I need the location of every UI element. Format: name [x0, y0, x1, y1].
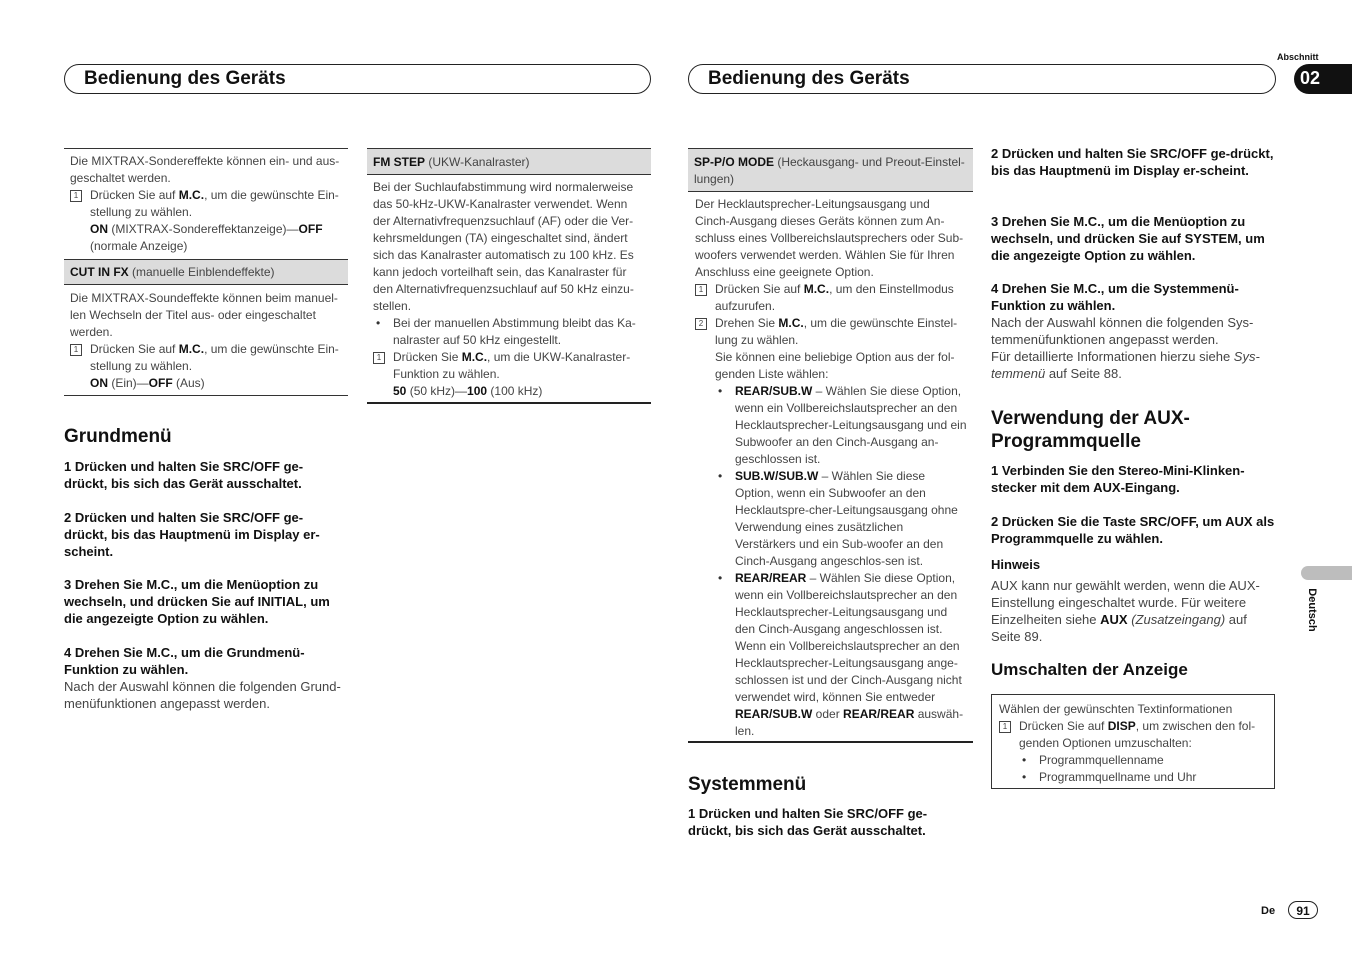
grundmenu-step-3: 3 Drehen Sie M.C., um die Menüoption zu wechseln, und drücken Sie auf INITIAL, um die angezeigte Option zu wählen.	[64, 577, 330, 626]
step-number-icon: 2	[695, 318, 707, 330]
sp-po-mode-header: SP-P/O MODE (Heckausgang- und Preout-Einstel-lungen)	[688, 148, 973, 192]
page-number: 91	[1296, 904, 1310, 918]
systemmenu-step-1: 1 Drücken und halten Sie SRC/OFF ge-drückt, bis sich das Gerät ausschaltet.	[688, 806, 928, 838]
table-step: 1 Drücken Sie M.C., um die UKW-Kanalraster-Funktion zu wählen. 50 (50 kHz)—100 (100 kHz)	[373, 349, 645, 400]
option-bullet-subw-subw: • SUB.W/SUB.W – Wählen Sie diese Option, wenn ein Subwoofer an den Hecklautspre-cher-Leitungsausgang ohne Verwendung eines zusätzlichen Verstärkers und ein Sub-woofer an den Cinch-Ausgang angeschlos-sen ist.	[715, 468, 967, 570]
table-step-2: 2 Drehen Sie M.C., um die gewünschte Einstel-lung zu wählen. Sie können eine beliebige Option aus der fol-genden Liste wählen: • REAR/SUB.W – Wählen Sie diese Option, wenn ein Vollbereichslautsprecher an den Hecklautsprecher-Leitungsausgang und ein Subwoofer an den Cinch-Ausgang an-geschlossen ist. • SUB.W/SUB.W – Wählen Sie diese Option, wenn ein Subwoofer an den Hecklautspre-cher-Leitungsausgang ohne Verwendung eines zusätzlichen Verstärkers und ein Sub-woofer an den Cinch-Ausgang angeschlos-sen ist. • REAR/REAR – Wählen Sie diese Option, wenn ein Vollbereichslautsprecher an den Hecklautsprecher-Leitungsausgang und den Cinch-Ausgang angeschlossen ist. Wenn ein Vollbereichslautsprecher an den Hecklautsprecher-Leitungsausgang ange-schlossen ist und der Cinch-Ausgang nicht verwendet wird, können Sie entweder REAR/SUB.W oder REAR/REAR auswäh-len.	[695, 315, 967, 740]
grundmenu-step-2: 2 Drücken und halten Sie SRC/OFF ge-drückt, bis das Hauptmenü im Display er-scheint.	[64, 510, 320, 559]
display-option: • Programmquellenname	[1019, 752, 1267, 769]
table-step-1: 1 Drücken Sie auf M.C., um den Einstellmodus aufzurufen.	[695, 281, 967, 315]
umschalten-table	[999, 701, 1267, 786]
table-text: Die MIXTRAX-Sondereffekte können ein- und aus-geschaltet werden.	[70, 154, 340, 185]
systemmenu-step-2: 2 Drücken und halten Sie SRC/OFF ge-drückt, bis das Hauptmenü im Display er-scheint.	[991, 146, 1274, 178]
table-text: Der Hecklautsprecher-Leitungsausgang und Cinch-Ausgang dieses Geräts können zum An-schluss eines Vollbereichslautsprechers oder Sub-woofers verwendet werden. Wählen Sie für Ihren Anschluss eine geeignete Option.	[695, 197, 964, 279]
aux-step-2: 2 Drücken Sie die Taste SRC/OFF, um AUX als Programmquelle zu wählen.	[991, 514, 1275, 546]
aux-step-1: 1 Verbinden Sie den Stereo-Mini-Klinken-stecker mit dem AUX-Eingang.	[991, 463, 1245, 495]
table-text: Bei der Suchlaufabstimmung wird normalerweise das 50-kHz-UKW-Kanalraster verwendet. Wenn der Alternativfrequenzsuchlauf (AF) oder die Ver-kehrsmeldungen (TA) eingeschaltet sind, ändert sich das Kanalraster automatisch zu 100 kHz. Es kann jedoch vorteilhaft sein, das Kanalraster für den Alternativfrequenzsuchlauf auf 50 kHz einzu-stellen.	[373, 180, 634, 313]
grundmenu-step-1: 1 Drücken und halten Sie SRC/OFF ge-drückt, bis sich das Gerät ausschaltet.	[64, 459, 304, 491]
cut-in-fx-header: CUT IN FX (manuelle Einblendeffekte)	[64, 259, 348, 285]
footer-language: De	[1261, 905, 1276, 917]
option-bullet-rear-rear: • REAR/REAR – Wählen Sie diese Option, wenn ein Vollbereichslautsprecher an den Hecklautsprecher-Leitungsausgang und den Cinch-Ausgang angeschlossen ist. Wenn ein Vollbereichslautsprecher an den Hecklautsprecher-Leitungsausgang ange-schlossen ist und der Cinch-Ausgang nicht verwendet wird, können Sie entweder REAR/SUB.W oder REAR/REAR auswäh-len.	[715, 570, 967, 740]
display-option: • Programmquellname und Uhr	[1019, 769, 1267, 786]
step-number-icon: 1	[70, 344, 82, 356]
aux-title: Verwendung der AUX-Programmquelle	[991, 408, 1190, 452]
left-header-bar	[64, 64, 651, 94]
hinweis-body: AUX kann nur gewählt werden, wenn die AUX-Einstellung eingeschaltet wurde. Für weitere Einzelheiten siehe AUX (Zusatzeingang) auf Seite 89.	[991, 578, 1260, 644]
language-tab-label: Deutsch	[1306, 588, 1318, 632]
table-step: 1 Drücken Sie auf M.C., um die gewünschte Ein-stellung zu wählen. ON (MIXTRAX-Sondereffektanzeige)—OFF (normale Anzeige)	[70, 187, 342, 255]
section-label: Abschnitt	[1277, 52, 1319, 62]
option-bullet-rear-subw: • REAR/SUB.W – Wählen Sie diese Option, wenn ein Vollbereichslautsprecher an den Hecklautsprecher-Leitungsausgang und ein Subwoofer an den Cinch-Ausgang an-geschlossen ist.	[715, 383, 967, 468]
table-bullet: • Bei der manuellen Abstimmung bleibt das Ka-nalraster auf 50 kHz eingestellt.	[373, 315, 645, 349]
table-step: 1 Drücken Sie auf DISP, um zwischen den fol-genden Optionen umzuschalten: • Programmquellenname • Programmquellname und Uhr	[999, 718, 1267, 786]
table1-top-rule	[64, 148, 348, 149]
mixtrax-table	[70, 153, 342, 255]
step-number-icon: 1	[695, 284, 707, 296]
umschalten-box	[991, 694, 1275, 789]
table3-bottom-rule	[688, 741, 973, 743]
sp-po-mode-table	[695, 196, 967, 740]
fm-step-header: FM STEP (UKW-Kanalraster)	[367, 148, 651, 175]
grundmenu-title: Grundmenü	[64, 426, 172, 447]
language-tab	[1301, 566, 1352, 580]
table-text: Die MIXTRAX-Soundeffekte können beim manuel-len Wechseln der Titel aus- oder eingeschaltet werden.	[70, 291, 338, 339]
umschalten-title: Umschalten der Anzeige	[991, 660, 1188, 679]
step-number-icon: 1	[373, 352, 385, 364]
table-text: Wählen der gewünschten Textinformationen	[999, 702, 1233, 716]
right-header-title: Bedienung des Geräts	[708, 68, 910, 89]
systemmenu-title: Systemmenü	[688, 774, 807, 795]
grundmenu-step-4-body: Nach der Auswahl können die folgenden Grund-menüfunktionen angepasst werden.	[64, 679, 341, 711]
section-number: 02	[1300, 68, 1321, 88]
right-header-bar	[688, 64, 1276, 94]
systemmenu-step-3: 3 Drehen Sie M.C., um die Menüoption zu wechseln, und drücken Sie auf SYSTEM, um die angezeigte Option zu wählen.	[991, 214, 1265, 263]
step-number-icon: 1	[70, 190, 82, 202]
table2-bottom-rule	[367, 402, 651, 404]
section-number-badge	[1294, 64, 1352, 94]
page-number-badge	[1288, 901, 1318, 919]
systemmenu-step-4: 4 Drehen Sie M.C., um die Systemmenü-Funktion zu wählen.	[991, 281, 1239, 313]
fm-step-table	[373, 179, 645, 400]
systemmenu-step-4-body: Nach der Auswahl können die folgenden Sys-temmenüfunktionen angepasst werden. Für detaillierte Informationen hierzu siehe Sys-temmenü auf Seite 88.	[991, 315, 1260, 381]
grundmenu-step-4: 4 Drehen Sie M.C., um die Grundmenü-Funktion zu wählen.	[64, 645, 305, 677]
table1-bottom-rule	[64, 395, 348, 396]
table-step: 1 Drücken Sie auf M.C., um die gewünschte Ein-stellung zu wählen. ON (Ein)—OFF (Aus)	[70, 341, 342, 392]
cut-in-fx-table	[70, 290, 342, 392]
hinweis-heading: Hinweis	[991, 557, 1041, 572]
step-number-icon: 1	[999, 721, 1011, 733]
left-header-title: Bedienung des Geräts	[84, 68, 286, 89]
